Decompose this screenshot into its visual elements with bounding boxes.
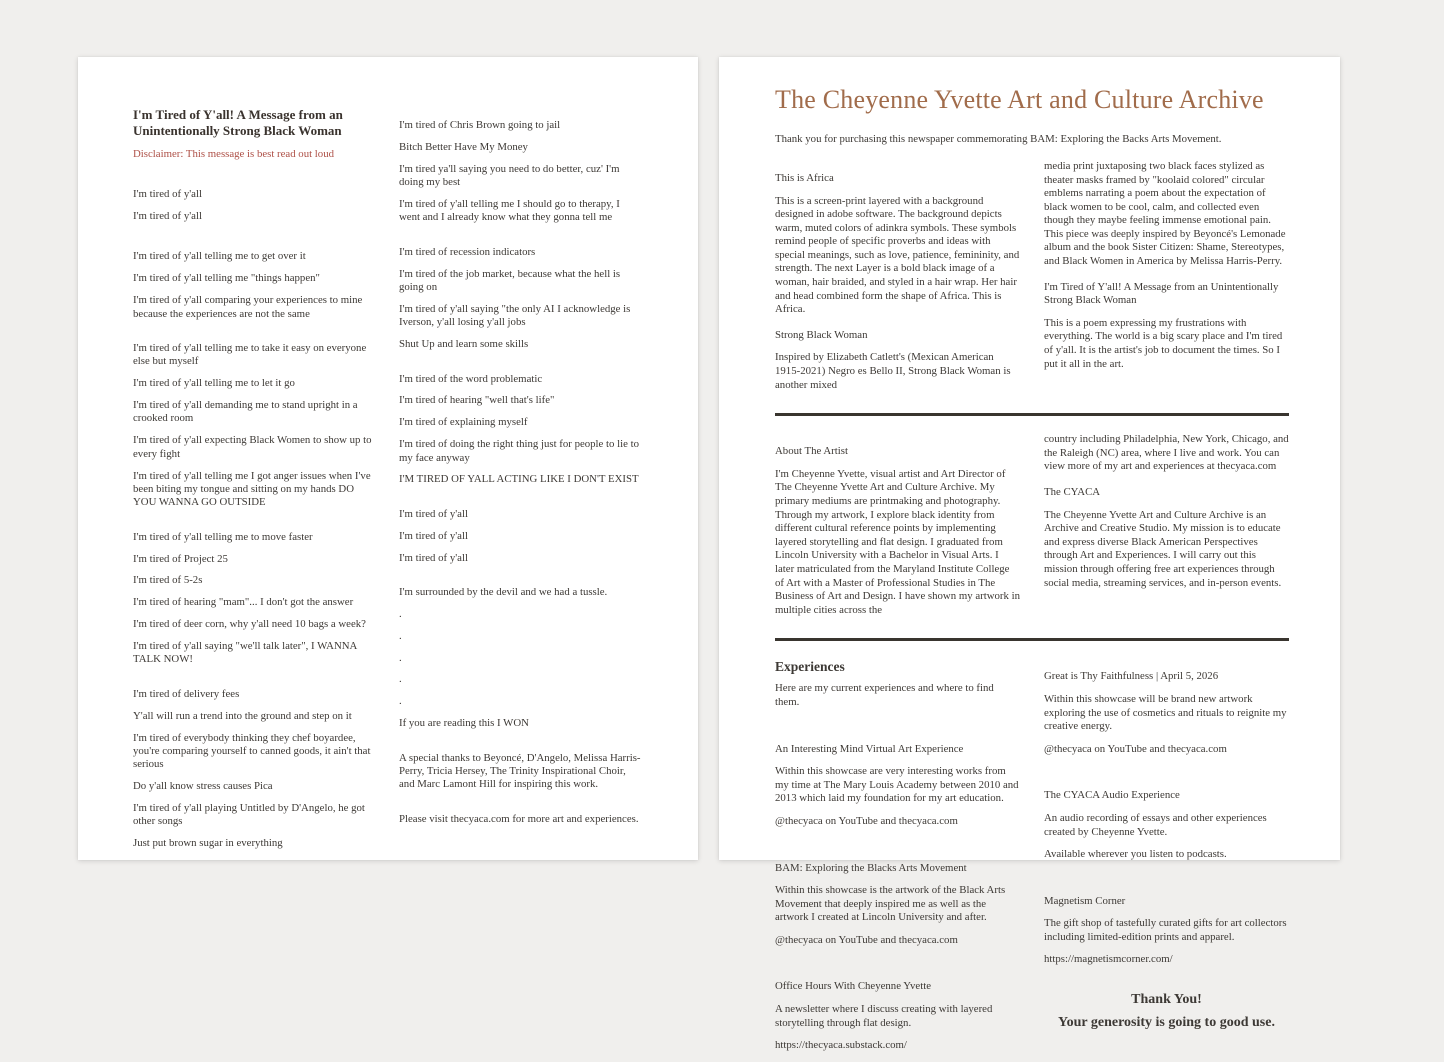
poem-line: I'm tired of hearing "mam"... I don't got the answer — [133, 596, 354, 609]
poem-line: I'm tired of y'all — [399, 529, 468, 542]
section-artworks-col-1 — [775, 160, 1020, 401]
poem-lines-column-1 — [133, 188, 377, 851]
archive-title: The Cheyenne Yvette Art and Culture Archive — [775, 85, 1264, 114]
text-block: Within this showcase will be brand new artwork exploring the use of cosmetics and rituals to reignite my creative energy. — [1044, 692, 1287, 733]
text-block: BAM: Exploring the Blacks Arts Movement — [775, 861, 967, 874]
poem-line: I'm surrounded by the devil and we had a tussle. — [399, 585, 608, 598]
poem-line: I'm tired of y'all telling me to get over it — [133, 250, 306, 263]
poem-line: Y'all will run a trend into the ground and step on it — [133, 709, 352, 722]
text-block: This is a screen-print layered with a background designed in adobe software. The background depicts warm, muted colors of adinkra symbols. These symbols remind people of specific proverbs and ideas with special meanings, such as love, patience, femininity, and strength. The next Layer is a bold black image of a woman, hair braided, and styled in a hair wrap. Her hair and head combined form the shape of Africa. This is Africa. — [775, 194, 1020, 316]
poem-column-2 — [399, 107, 643, 859]
poem-line: I'm tired of Project 25 — [133, 552, 228, 565]
poem-line: I'm tired of y'all — [399, 507, 468, 520]
poem-line: I'm tired of the word problematic — [399, 372, 543, 385]
section-experiences — [775, 658, 1289, 1062]
text-block: A newsletter where I discuss creating with layered storytelling through flat design. — [775, 1003, 993, 1029]
poem-line: I'm tired of deer corn, why y'all need 10 bags a week? — [133, 618, 366, 631]
text-block: This is a poem expressing my frustrations with everything. The world is a big scary place and I'm tired of y'all. It is the artist's job to document the times. So I put it all in the art. — [1044, 316, 1283, 370]
poem-line: I'M TIRED OF YALL ACTING LIKE I DON'T EXIST — [399, 473, 639, 486]
text-block: Experiences — [775, 659, 845, 675]
section-about-col-2 — [1044, 433, 1289, 626]
text-block: Strong Black Woman — [775, 328, 868, 341]
text-block: Available wherever you listen to podcasts. — [1044, 848, 1227, 861]
poem-line: . — [399, 607, 402, 620]
poem-line: I'm tired of y'all telling me to take it easy on everyone else but myself — [133, 341, 367, 368]
poem-line: Just put brown sugar in everything — [133, 837, 283, 850]
poem-line: . — [399, 673, 402, 686]
text-block: Your generosity is going to good use. — [1058, 1014, 1275, 1030]
text-block: I'm Cheyenne Yvette, visual artist and Art Director of The Cheyenne Yvette Art and Culture Archive. My primary mediums are printmaking and photography. Through my artwork, I explore black identity from different cultural reference points by implementing layered storytelling and flat design. I graduated from Lincoln University with a Bachelor in Visual Arts. I later matriculated from the Maryland Institute College of Art with a Master of Professional Studies in The Business of Art and Design. I have shown my artwork in multiple cities across the — [775, 467, 1020, 616]
text-block: The Cheyenne Yvette Art and Culture Archive is an Archive and Creative Studio. My mission is to educate and express diverse Black American Perspectives through Art and Experiences. I will carry out this mission through offering free art experiences through social media, streaming services, and in-person events. — [1044, 508, 1282, 589]
text-block: https://thecyaca.substack.com/ — [775, 1039, 907, 1052]
text-block: Magnetism Corner — [1044, 894, 1126, 907]
section-about — [775, 433, 1289, 626]
poem-line: I'm tired of everybody thinking they chef boyardee, you're comparing yourself to canned goods, it ain't that serious — [133, 731, 371, 771]
text-block: country including Philadelphia, New York, Chicago, and the Raleigh (NC) area, where I live and work. You can view more of my art and experiences at thecyaca.com — [1044, 433, 1289, 473]
poem-line: If you are reading this I WON — [399, 717, 529, 730]
poem-line: Shut Up and learn some skills — [399, 338, 529, 351]
poem-line: I'm tired of explaining myself — [399, 416, 528, 429]
poem-line: I'm tired of y'all expecting Black Women to show up to every fight — [133, 434, 372, 460]
section-divider — [775, 413, 1289, 416]
section-artworks — [775, 160, 1289, 401]
poem-line: I'm tired of 5-2s — [133, 574, 203, 587]
poem-line: . — [399, 695, 402, 708]
text-block: @thecyaca on YouTube and thecyaca.com — [775, 814, 958, 827]
section-experiences-col-2 — [1044, 658, 1289, 1062]
poem-columns — [133, 107, 643, 859]
page-archive — [719, 57, 1340, 1052]
text-block: An Interesting Mind Virtual Art Experience — [775, 742, 964, 755]
poem-line: Bitch Better Have My Money — [399, 140, 528, 153]
poem-line: A special thanks to Beyoncé, D'Angelo, Melissa Harris-Perry, Tricia Hersey, The Trinity Inspirational Choir, and Marc Lamont Hill for inspiring this work. — [399, 751, 641, 791]
poem-title: I'm Tired of Y'all! A Message from an Unintentionally Strong Black Woman — [133, 107, 343, 138]
poem-lines-column-2 — [399, 119, 643, 826]
section-divider — [775, 638, 1289, 641]
archive-intro: Thank you for purchasing this newspaper commemorating BAM: Exploring the Backs Arts Movement. — [775, 132, 1222, 145]
text-block: @thecyaca on YouTube and thecyaca.com — [1044, 742, 1227, 755]
poem-line: I'm tired of y'all playing Untitled by D'Angelo, he got other songs — [133, 802, 365, 828]
poem-line: I'm tired of y'all telling me to move faster — [133, 530, 313, 543]
text-block: Office Hours With Cheyenne Yvette — [775, 980, 931, 993]
text-block: The CYACA — [1044, 486, 1101, 499]
poem-line: I'm tired of y'all saying "we'll talk later", I WANNA TALK NOW! — [133, 640, 357, 666]
text-block: Great is Thy Faithfulness | April 5, 2026 — [1044, 670, 1219, 683]
poem-line: . — [399, 651, 402, 664]
poem-line: I'm tired of the job market, because what the hell is going on — [399, 267, 621, 293]
poem-line: I'm tired ya'll saying you need to do better, cuz' I'm doing my best — [399, 162, 620, 189]
poem-line: I'm tired of recession indicators — [399, 245, 536, 258]
text-block: This is Africa — [775, 171, 834, 184]
poem-line: I'm tired of y'all — [399, 551, 468, 564]
poem-line: Do y'all know stress causes Pica — [133, 780, 273, 793]
text-block: Within this showcase are very interesting works from my time at The Mary Louis Academy between 2010 and 2013 which laid my foundation for my art education. — [775, 765, 1019, 805]
poem-line: I'm tired of y'all demanding me to stand upright in a crooked room — [133, 399, 358, 425]
text-block: Within this showcase is the artwork of the Black Arts Movement that deeply inspired me as well as the artwork I created at Lincoln University and after. — [775, 884, 1006, 924]
poem-line: Please visit thecyaca.com for more art and experiences. — [399, 812, 639, 825]
text-block: media print juxtaposing two black faces stylized as theater masks framed by "koolaid colored" circular emblems narrating a poem about the expectation of black women to be cool, calm, and collected even though they maybe feeling immense emotional pain. This piece was deeply inspired by Beyoncé's Lemonade album and the book Sister Citizen: Shame, Stereotypes, and Black Women in America by Melissa Harris-Perry. — [1044, 159, 1286, 268]
text-block: The CYACA Audio Experience — [1044, 789, 1180, 802]
poem-line: I'm tired of y'all telling me I got anger issues when I've been biting my tongue and sitting on my hands DO YOU WANNA GO OUTSIDE — [133, 469, 371, 509]
poem-line: I'm tired of y'all — [133, 210, 202, 223]
poem-line: I'm tired of y'all telling me "things happen" — [133, 272, 320, 285]
poem-line: I'm tired of y'all telling me to let it go — [133, 377, 295, 390]
page-poem — [78, 57, 698, 860]
text-block: https://magnetismcorner.com/ — [1044, 953, 1173, 966]
poem-line: I'm tired of y'all saying "the only AI I acknowledge is Iverson, y'all losing y'all jobs — [399, 302, 631, 329]
section-artworks-col-2 — [1044, 160, 1289, 401]
text-block: I'm Tired of Y'all! A Message from an Unintentionally Strong Black Woman — [1044, 280, 1279, 307]
text-block: An audio recording of essays and other experiences created by Cheyenne Yvette. — [1044, 811, 1267, 838]
poem-line: I'm tired of delivery fees — [133, 687, 240, 700]
poem-line: I'm tired of y'all telling me I should go to therapy, I went and I already know what they gonna tell me — [399, 198, 620, 224]
poem-line: I'm tired of y'all — [133, 188, 202, 201]
poem-line: I'm tired of doing the right thing just for people to lie to my face anyway — [399, 438, 640, 464]
poem-line: I'm tired of hearing "well that's life" — [399, 394, 555, 407]
text-block: Thank You! — [1131, 992, 1202, 1008]
poem-line: I'm tired of Chris Brown going to jail — [399, 119, 561, 131]
poem-disclaimer: Disclaimer: This message is best read out loud — [133, 147, 335, 160]
text-block: @thecyaca on YouTube and thecyaca.com — [775, 933, 958, 946]
text-block: Inspired by Elizabeth Catlett's (Mexican American 1915-2021) Negro es Bello II, Strong Black Woman is another mixed — [775, 351, 1011, 391]
poem-column-1 — [133, 107, 377, 859]
poem-line: . — [399, 629, 402, 642]
section-about-col-1 — [775, 433, 1020, 626]
text-block: The gift shop of tastefully curated gifts for art collectors including limited-edition prints and apparel. — [1044, 917, 1287, 943]
section-experiences-col-1 — [775, 658, 1020, 1062]
poem-line: I'm tired of y'all comparing your experiences to mine because the experiences are not the same — [133, 294, 363, 320]
text-block: About The Artist — [775, 445, 848, 458]
text-block: Here are my current experiences and where to find them. — [775, 682, 994, 708]
